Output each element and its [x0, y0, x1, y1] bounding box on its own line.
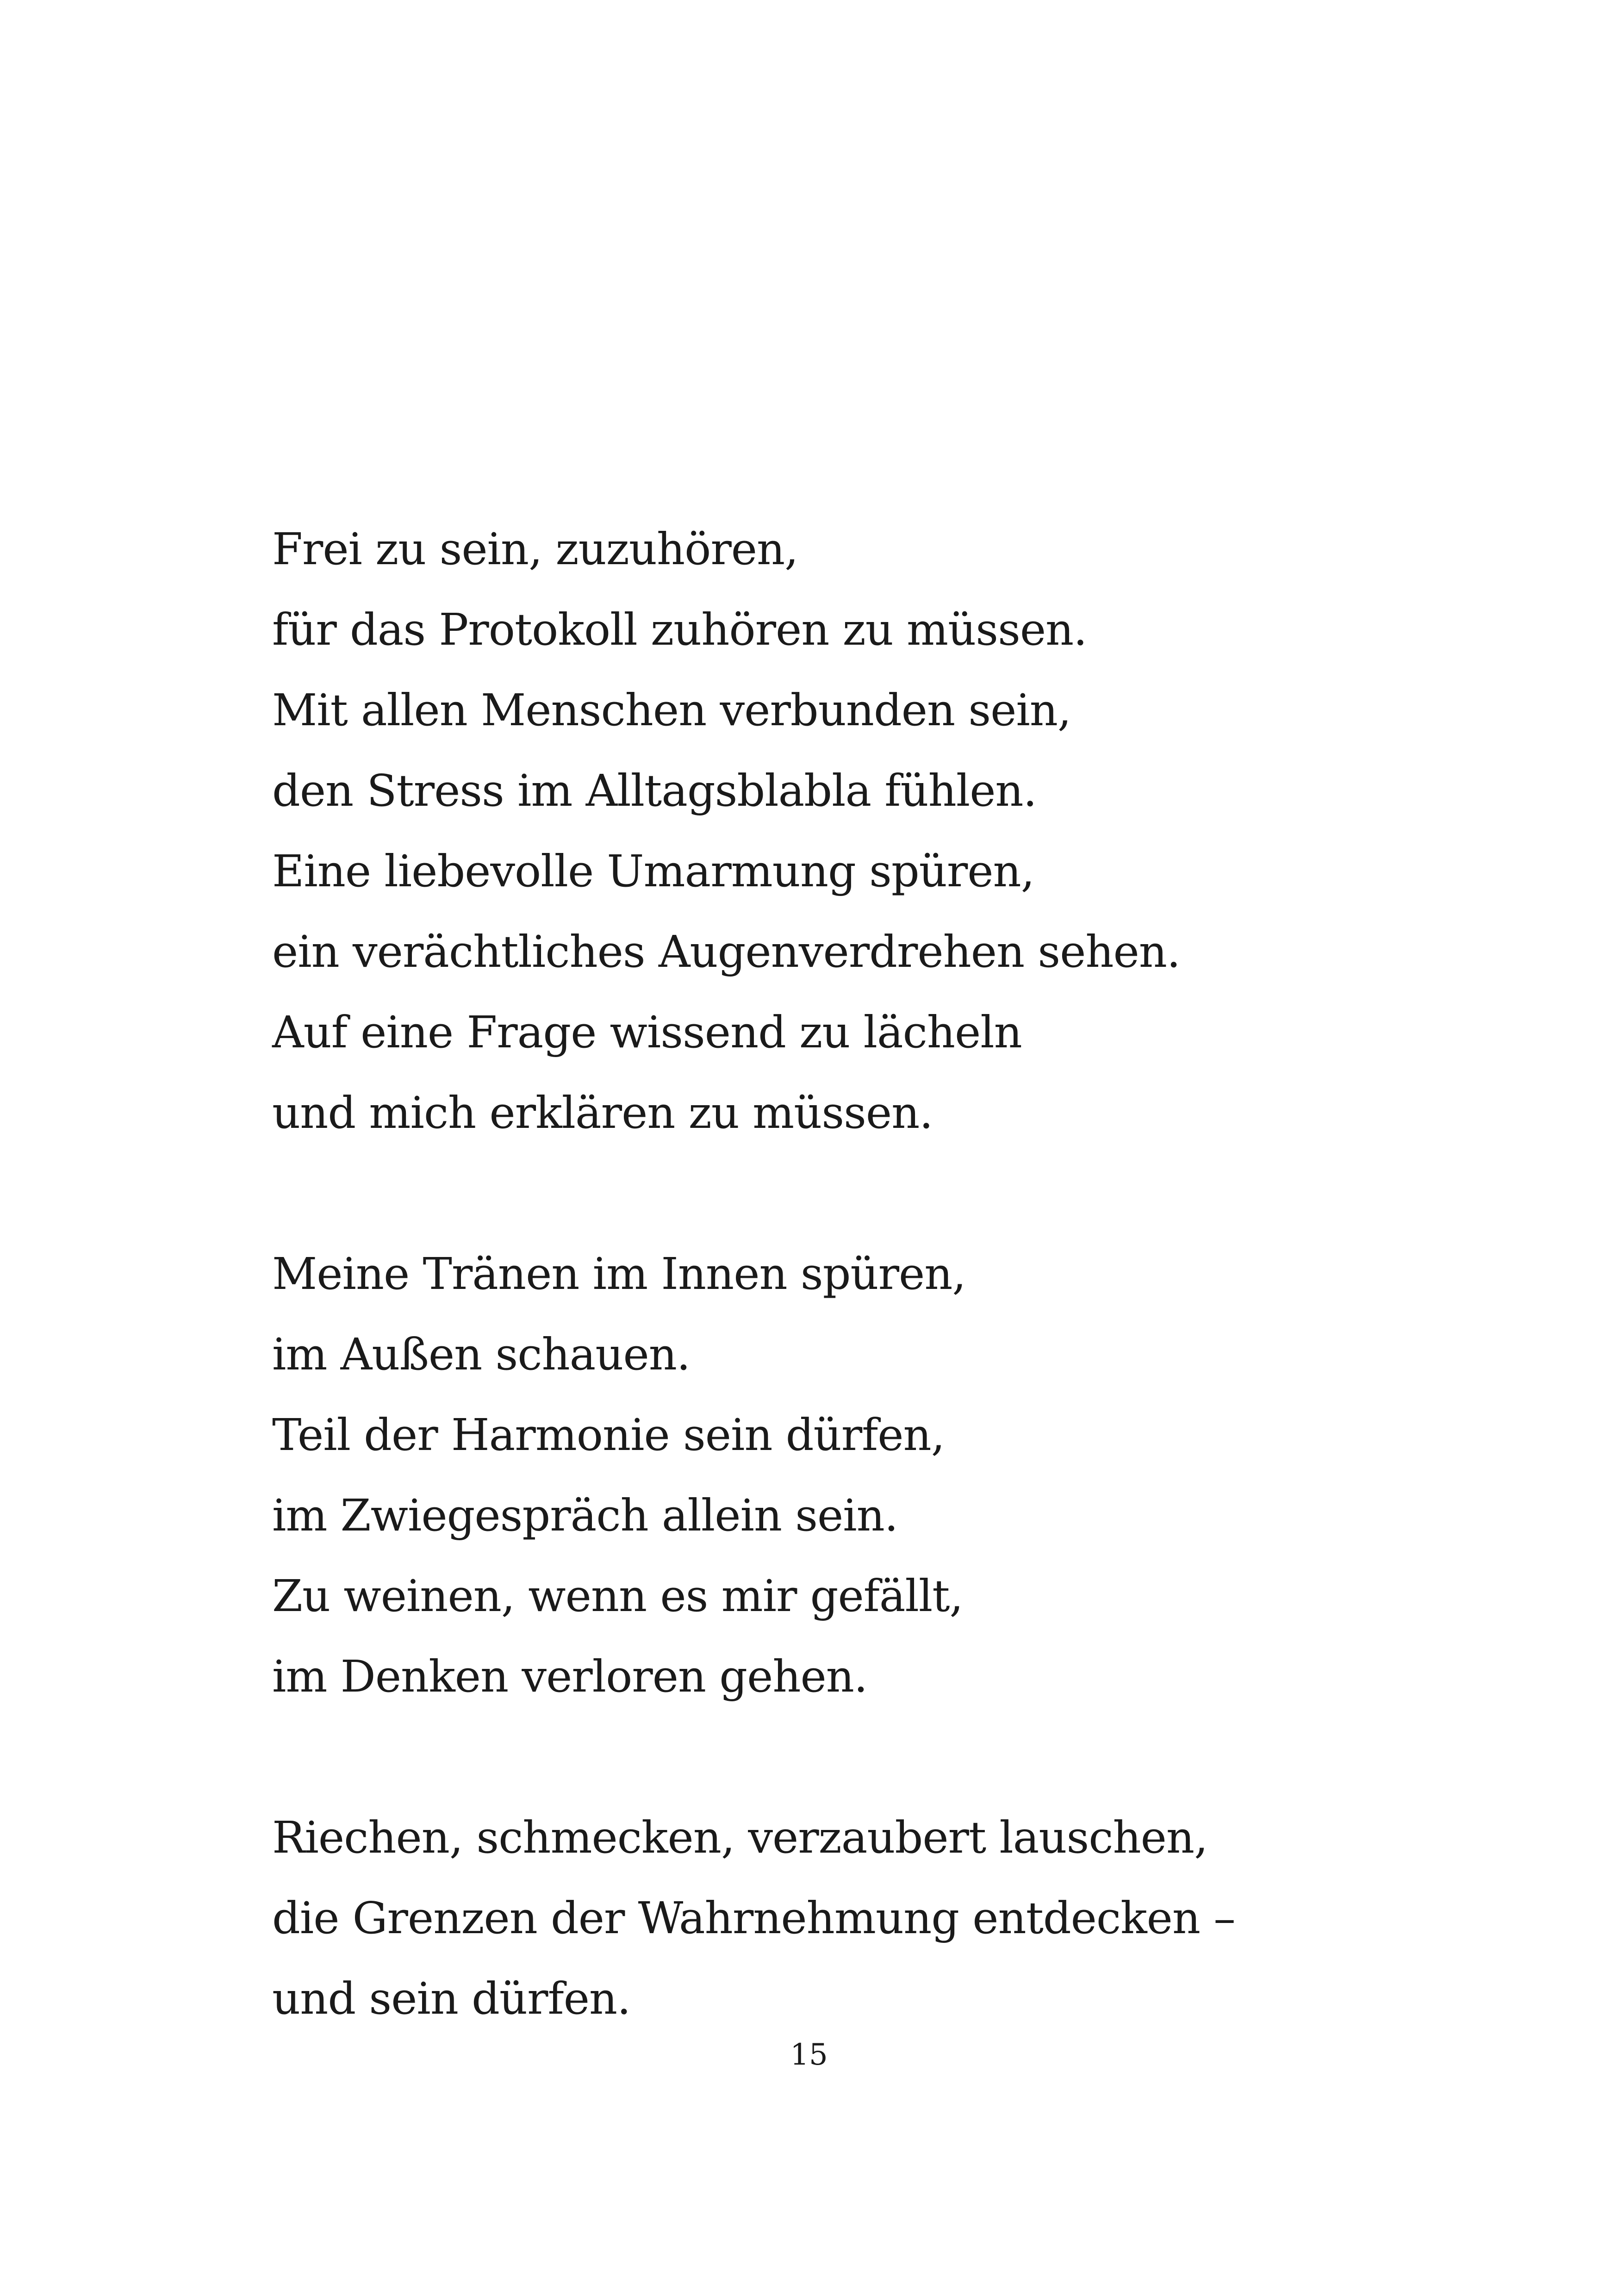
- poem-line: im Außen schauen.: [272, 1329, 691, 1380]
- poem-line: Auf eine Frage wissend zu lächeln: [272, 1007, 1022, 1058]
- poem-line: für das Protokoll zuhören zu müssen.: [272, 604, 1087, 655]
- poem-line: Mit allen Menschen verbunden sein,: [272, 685, 1071, 736]
- poem-line: Teil der Harmonie sein dürfen,: [272, 1410, 945, 1461]
- poem: [272, 509, 1522, 2120]
- stanza-1: [272, 509, 1522, 1153]
- poem-line: die Grenzen der Wahrnehmung entdecken –: [272, 1893, 1235, 1944]
- poem-line: Meine Tränen im Innen spüren,: [272, 1249, 966, 1300]
- poem-line: und sein dürfen.: [272, 1973, 631, 2024]
- poem-line: und mich erklären zu müssen.: [272, 1088, 933, 1139]
- poem-line: im Denken verloren gehen.: [272, 1651, 868, 1702]
- poem-line: ein verächtliches Augenverdrehen sehen.: [272, 927, 1181, 977]
- stanza-3: [272, 1798, 1522, 2039]
- stanza-2: [272, 1234, 1522, 1717]
- page-number: 15: [790, 2038, 828, 2072]
- poem-line: den Stress im Alltagsblabla fühlen.: [272, 765, 1037, 816]
- poem-line: im Zwiegespräch allein sein.: [272, 1490, 898, 1541]
- poem-line: Zu weinen, wenn es mir gefällt,: [272, 1571, 963, 1622]
- poem-line: Eine liebevolle Umarmung spüren,: [272, 846, 1034, 897]
- poem-line: Riechen, schmecken, verzaubert lauschen,: [272, 1812, 1208, 1863]
- poem-line: Frei zu sein, zuzuhören,: [272, 524, 798, 575]
